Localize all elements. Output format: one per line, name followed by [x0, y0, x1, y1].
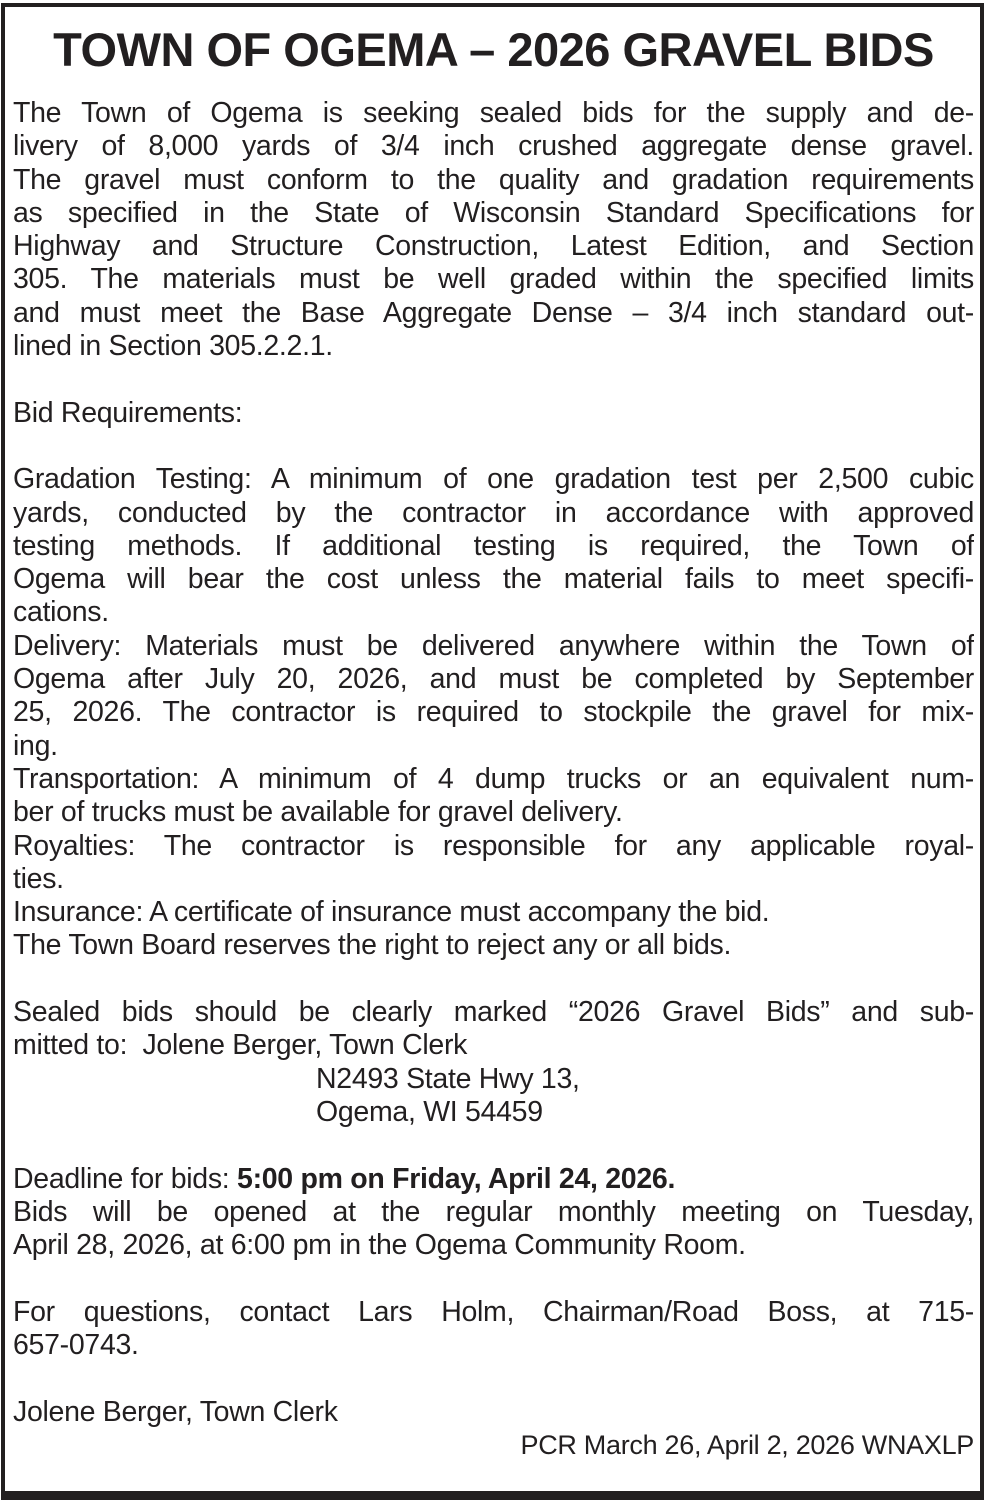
blank-line: [13, 963, 974, 996]
signature-line: Jolene Berger, Town Clerk: [13, 1395, 338, 1428]
blank-line: [13, 1129, 974, 1162]
deadline-bold-text: 5:00 pm on Friday, April 24, 2026.: [237, 1162, 676, 1195]
insurance-line: Insurance: A certificate of insurance must accompany the bid.: [13, 896, 770, 929]
deadline-line: April 28, 2026, at 6:00 pm in the Ogema Community Room.: [13, 1229, 746, 1262]
legal-notice-page: [1, 3, 984, 1500]
gradation-testing-line: Gradation Testing: A minimum of one gradation test per 2,500 cubic: [13, 463, 974, 496]
delivery-line: ing.: [13, 729, 58, 762]
notice-body: [13, 97, 974, 1462]
delivery-line: Ogema after July 20, 2026, and must be completed by September: [13, 663, 974, 696]
reject-clause-line: The Town Board reserves the right to reject any or all bids.: [13, 929, 732, 962]
royalties-line: Royalties: The contractor is responsible for any applicable royal-: [13, 829, 974, 862]
blank-line: [13, 1262, 974, 1295]
contact-line: 657-0743.: [13, 1328, 139, 1361]
intro-line: lined in Section 305.2.2.1.: [13, 330, 333, 363]
transportation-line: ber of trucks must be available for gravel delivery.: [13, 796, 623, 829]
deadline-label: Deadline for bids:: [13, 1162, 238, 1195]
submission-line: Sealed bids should be clearly marked “2026 Gravel Bids” and sub-: [13, 996, 974, 1029]
publication-line-line: PCR March 26, April 2, 2026 WNAXLP: [520, 1429, 974, 1460]
gradation-testing-line: Ogema will bear the cost unless the material fails to meet specifi-: [13, 563, 974, 596]
intro-line: livery of 8,000 yards of 3/4 inch crushed aggregate dense gravel.: [13, 130, 974, 163]
blank-line: [13, 430, 974, 463]
delivery-line: 25, 2026. The contractor is required to stockpile the gravel for mix-: [13, 696, 974, 729]
contact-line: For questions, contact Lars Holm, Chairman/Road Boss, at 715-: [13, 1295, 974, 1328]
intro-line: 305. The materials must be well graded within the specified limits: [13, 263, 974, 296]
intro-line: The Town of Ogema is seeking sealed bids for the supply and de-: [13, 97, 974, 129]
royalties-line: ties.: [13, 862, 64, 895]
gradation-testing-line: yards, conducted by the contractor in accordance with approved: [13, 496, 974, 529]
intro-line: as specified in the State of Wisconsin Standard Specifications for: [13, 196, 974, 229]
gradation-testing-line: cations.: [13, 596, 109, 629]
gradation-testing-line: testing methods. If additional testing is required, the Town of: [13, 529, 974, 562]
notice-title: TOWN OF OGEMA – 2026 GRAVEL BIDS: [53, 23, 934, 76]
bid-requirements-heading-line: Bid Requirements:: [13, 396, 243, 429]
deadline-line: Bids will be opened at the regular monthly meeting on Tuesday,: [13, 1195, 974, 1228]
submission-line: mitted to: Jolene Berger, Town Clerk: [13, 1029, 468, 1062]
transportation-line: Transportation: A minimum of 4 dump trucks or an equivalent num-: [13, 762, 974, 795]
deadline-line: [13, 1163, 974, 1196]
intro-line: Highway and Structure Construction, Latest Edition, and Section: [13, 230, 974, 263]
intro-line: and must meet the Base Aggregate Dense – 3/4 inch standard out-: [13, 296, 974, 329]
delivery-line: Delivery: Materials must be delivered anywhere within the Town of: [13, 629, 974, 662]
submission-line: N2493 State Hwy 13,: [316, 1062, 580, 1095]
submission-line: Ogema, WI 54459: [316, 1095, 543, 1128]
blank-line: [13, 363, 974, 396]
blank-line: [13, 1362, 974, 1395]
intro-line: The gravel must conform to the quality and gradation requirements: [13, 163, 974, 196]
